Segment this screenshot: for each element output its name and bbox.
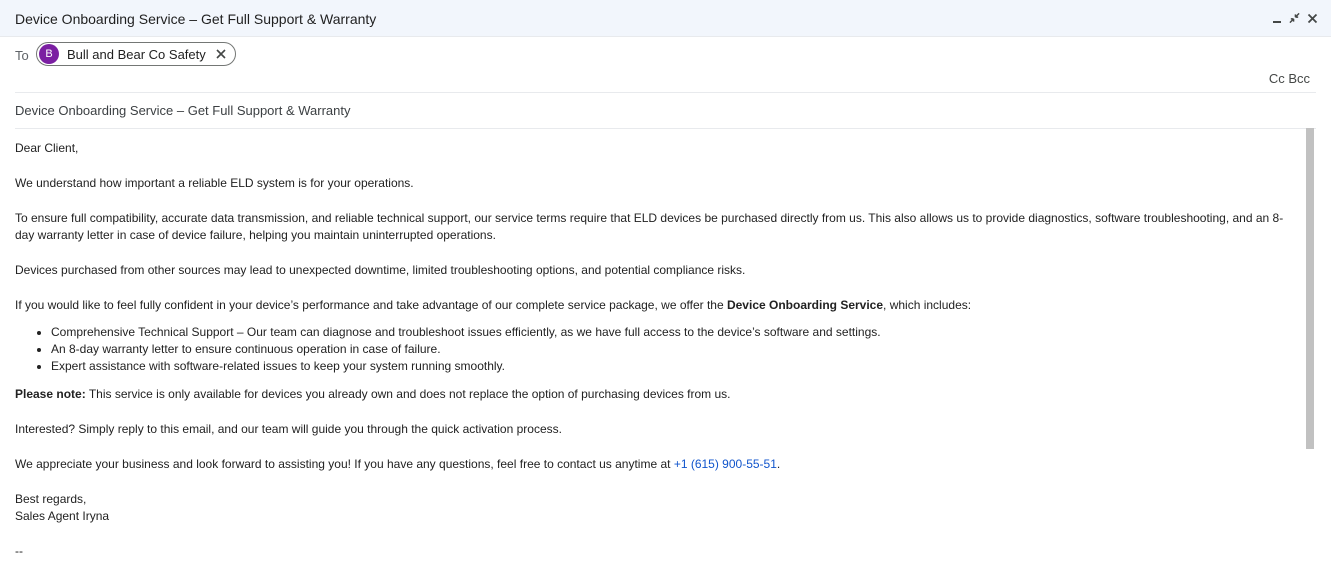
message-body[interactable] xyxy=(15,140,1290,560)
signature: Sales Agent Iryna xyxy=(15,509,110,523)
cc-bcc-links xyxy=(1269,71,1310,86)
recipients-row xyxy=(0,37,1331,92)
text: , which includes: xyxy=(883,298,972,312)
minimize-icon[interactable] xyxy=(1271,10,1282,26)
list-item: • Expert assistance with software-related issues to keep your system running smoothly. xyxy=(51,358,1290,375)
compose-title: Device Onboarding Service – Get Full Support & Warranty xyxy=(15,11,377,27)
text: . xyxy=(776,457,781,471)
text: If you would like to feel fully confident in your device’s performance and take advantage of our complete service package, we offer the xyxy=(15,298,727,312)
paragraph xyxy=(15,297,1290,314)
text: This service is only available for devices you already own and does not replace the option of purchasing devices from us. xyxy=(85,387,731,401)
divider xyxy=(15,92,1316,93)
to-label: To xyxy=(15,48,29,63)
recipient-name: Bull and Bear Co Safety xyxy=(67,46,206,62)
divider xyxy=(15,128,1316,129)
close-icon[interactable] xyxy=(1307,10,1318,26)
list-item: • An 8-day warranty letter to ensure continuous operation in case of failure. xyxy=(51,341,1290,358)
greeting: Dear Client, xyxy=(15,141,79,155)
phone-link[interactable]: +1 (615) 900-55-51 xyxy=(673,457,777,471)
service-name: Device Onboarding Service xyxy=(726,298,884,312)
recipient-chip[interactable] xyxy=(36,42,236,66)
note xyxy=(15,386,1290,403)
bcc-link[interactable]: Bcc xyxy=(1288,71,1310,86)
cc-link[interactable]: Cc xyxy=(1268,71,1285,86)
list-item: • Comprehensive Technical Support – Our team can diagnose and troubleshoot issues efficiently, as we have full access to the device’s software and settings. xyxy=(51,324,1290,341)
note-label: Please note: xyxy=(15,387,86,401)
paragraph: We understand how important a reliable ELD system is for your operations. xyxy=(15,176,414,190)
text: We appreciate your business and look forward to assisting you! If you have any questions, feel free to contact us anytime at xyxy=(15,457,674,471)
subject-field[interactable]: Device Onboarding Service – Get Full Support & Warranty xyxy=(15,103,351,118)
closing: Best regards, xyxy=(15,492,87,506)
scrollbar[interactable] xyxy=(1306,128,1314,449)
avatar: B xyxy=(39,44,59,64)
exit-fullscreen-icon[interactable] xyxy=(1289,10,1300,26)
paragraph: Devices purchased from other sources may lead to unexpected downtime, limited troubleshooting options, and potential compliance risks. xyxy=(15,263,746,277)
signature-separator: -- xyxy=(15,544,23,558)
window-controls xyxy=(1271,10,1318,26)
compose-header xyxy=(0,0,1331,37)
paragraph: Interested? Simply reply to this email, and our team will guide you through the quick activation process. xyxy=(15,422,562,436)
paragraph: To ensure full compatibility, accurate data transmission, and reliable technical support, our service terms require that ELD devices be purchased directly from us. This also allows us to provide diagnostics, software troubleshooting, and an 8-day warranty letter in case of device failure, helping you maintain uninterrupted operations. xyxy=(15,211,1284,242)
feature-list xyxy=(15,324,1290,375)
paragraph xyxy=(15,456,1290,473)
close-icon[interactable] xyxy=(215,48,227,60)
